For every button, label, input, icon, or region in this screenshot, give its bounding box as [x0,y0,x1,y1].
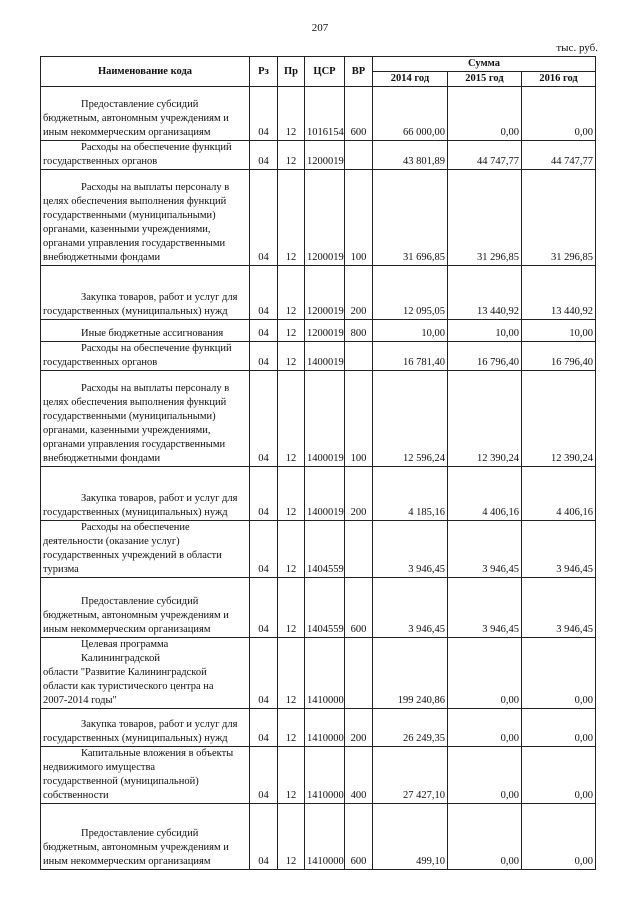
row-vr: 200 [345,709,373,747]
row-pr: 12 [278,170,305,266]
row-amount-2016: 10,00 [522,320,596,342]
row-rz: 04 [250,87,278,141]
row-vr [345,521,373,578]
row-name-line: Расходы на обеспечение функций [81,142,232,153]
row-amount-2015: 44 747,77 [448,141,522,170]
row-name-line: государственных учреждений в области [43,550,222,561]
row-name-line: государственными (муниципальными) [43,210,216,221]
row-amount-2015: 16 796,40 [448,342,522,371]
row-name [41,747,250,804]
row-pr: 12 [278,709,305,747]
row-name-line: собственности [43,790,109,801]
row-vr: 200 [345,266,373,320]
row-name-line: области как туристического центра на [43,681,214,692]
row-amount-2016: 4 406,16 [522,467,596,521]
row-amount-2015: 31 296,85 [448,170,522,266]
row-vr: 100 [345,371,373,467]
row-amount-2015: 12 390,24 [448,371,522,467]
row-amount-2014: 66 000,00 [373,87,448,141]
row-amount-2014: 26 249,35 [373,709,448,747]
row-vr [345,342,373,371]
row-pr: 12 [278,320,305,342]
header-2016: 2016 год [522,72,596,87]
row-amount-2015: 13 440,92 [448,266,522,320]
row-amount-2016: 0,00 [522,87,596,141]
row-name-line: внебюджетными фондами [43,252,161,263]
row-amount-2016: 12 390,24 [522,371,596,467]
row-rz: 04 [250,638,278,709]
row-amount-2014: 31 696,85 [373,170,448,266]
row-amount-2016: 44 747,77 [522,141,596,170]
row-name-line: туризма [43,564,79,575]
row-vr: 100 [345,170,373,266]
row-name-line: иным некоммерческим организациям [43,624,211,635]
row-csr: 1400019 [305,342,345,371]
row-amount-2015: 0,00 [448,804,522,870]
row-rz: 04 [250,709,278,747]
row-csr: 1016154 [305,87,345,141]
row-name-line: Капитальные вложения в объекты [81,748,234,759]
row-pr: 12 [278,342,305,371]
row-rz: 04 [250,342,278,371]
table-row [41,467,596,521]
table-row [41,87,596,141]
header-2014: 2014 год [373,72,448,87]
row-vr: 400 [345,747,373,804]
row-name [41,170,250,266]
page-number: 207 [311,22,329,34]
row-csr: 1400019 [305,371,345,467]
row-pr: 12 [278,804,305,870]
row-rz: 04 [250,747,278,804]
table-row [41,141,596,170]
row-name-line: недвижимого имущества [43,762,155,773]
table-row [41,578,596,638]
row-pr: 12 [278,87,305,141]
row-csr: 1410000 [305,638,345,709]
row-rz: 04 [250,371,278,467]
row-name [41,320,250,342]
header-rz: Рз [250,57,278,87]
row-name-line: бюджетным, автономным учреждениям и [43,842,229,853]
row-vr: 600 [345,87,373,141]
header-2015: 2015 год [448,72,522,87]
row-name [41,578,250,638]
row-name-line: деятельности (оказание услуг) [43,536,180,547]
row-csr: 1200019 [305,141,345,170]
row-name-line: органами, казенными учреждениями, [43,224,211,235]
row-vr: 600 [345,578,373,638]
row-rz: 04 [250,141,278,170]
table-row [41,170,596,266]
row-name [41,467,250,521]
row-rz: 04 [250,578,278,638]
row-rz: 04 [250,170,278,266]
row-name-line: государственными (муниципальными) [43,411,216,422]
row-name [41,709,250,747]
row-name-line: органами, казенными учреждениями, [43,425,211,436]
row-pr: 12 [278,266,305,320]
row-amount-2016: 13 440,92 [522,266,596,320]
row-csr: 1200019 [305,266,345,320]
row-name-line: бюджетным, автономным учреждениям и [43,113,229,124]
row-csr: 1200019 [305,320,345,342]
row-amount-2015: 4 406,16 [448,467,522,521]
row-amount-2016: 31 296,85 [522,170,596,266]
row-amount-2016: 0,00 [522,638,596,709]
row-amount-2014: 3 946,45 [373,521,448,578]
row-name-line: Расходы на обеспечение функций [81,343,232,354]
row-vr: 600 [345,804,373,870]
row-name-line: государственных (муниципальных) нужд [43,306,228,317]
row-name-line: бюджетным, автономным учреждениям и [43,610,229,621]
row-amount-2016: 3 946,45 [522,521,596,578]
row-name-line: Закупка товаров, работ и услуг для [81,493,238,504]
row-name [41,87,250,141]
row-pr: 12 [278,141,305,170]
row-amount-2016: 16 796,40 [522,342,596,371]
row-amount-2014: 10,00 [373,320,448,342]
row-name-line: Предоставление субсидий [81,99,199,110]
row-name-line: государственной (муниципальной) [43,776,199,787]
row-amount-2014: 27 427,10 [373,747,448,804]
header-vr: ВР [345,57,373,87]
row-amount-2016: 3 946,45 [522,578,596,638]
row-name-line: Иные бюджетные ассигнования [81,328,224,339]
row-amount-2014: 3 946,45 [373,578,448,638]
row-vr [345,638,373,709]
row-pr: 12 [278,578,305,638]
row-amount-2014: 43 801,89 [373,141,448,170]
table-row [41,638,596,709]
row-name-line: государственных (муниципальных) нужд [43,507,228,518]
row-name-line: государственных органов [43,357,158,368]
row-name-line: Расходы на выплаты персоналу в [81,182,230,193]
row-pr: 12 [278,747,305,804]
row-name-line: области "Развитие Калининградской [43,667,207,678]
row-csr: 1410000 [305,709,345,747]
row-amount-2015: 3 946,45 [448,578,522,638]
header-sum: Сумма [373,57,596,72]
row-name-line: Предоставление субсидий [81,828,199,839]
row-name [41,266,250,320]
row-amount-2014: 16 781,40 [373,342,448,371]
row-vr: 200 [345,467,373,521]
row-amount-2016: 0,00 [522,747,596,804]
row-name [41,342,250,371]
table-row [41,342,596,371]
row-pr: 12 [278,371,305,467]
row-name-line: целях обеспечения выполнения функций [43,397,227,408]
row-amount-2015: 0,00 [448,709,522,747]
header-pr: Пр [278,57,305,87]
row-name-line: Закупка товаров, работ и услуг для [81,292,238,303]
row-name-line: внебюджетными фондами [43,453,161,464]
row-name-line: Расходы на обеспечение [81,522,190,533]
row-name [41,804,250,870]
row-vr: 800 [345,320,373,342]
row-name-line: иным некоммерческим организациям [43,127,211,138]
header-name: Наименование кода [41,57,250,87]
row-amount-2014: 199 240,86 [373,638,448,709]
row-name [41,638,250,709]
row-csr: 1404559 [305,521,345,578]
row-pr: 12 [278,467,305,521]
row-amount-2014: 499,10 [373,804,448,870]
row-name [41,371,250,467]
row-amount-2016: 0,00 [522,709,596,747]
row-amount-2016: 0,00 [522,804,596,870]
row-rz: 04 [250,467,278,521]
row-rz: 04 [250,320,278,342]
table-row [41,320,596,342]
row-name-line: органами управления государственными [43,439,226,450]
row-name-line: Закупка товаров, работ и услуг для [81,719,238,730]
table-row [41,804,596,870]
row-csr: 1404559 [305,578,345,638]
row-amount-2015: 0,00 [448,87,522,141]
row-name-line: Предоставление субсидий [81,596,199,607]
row-amount-2014: 12 596,24 [373,371,448,467]
table-row [41,747,596,804]
row-name [41,141,250,170]
row-csr: 1200019 [305,170,345,266]
table-row [41,371,596,467]
row-rz: 04 [250,521,278,578]
row-csr: 1410000 [305,747,345,804]
row-amount-2014: 12 095,05 [373,266,448,320]
row-name-line: иным некоммерческим организациям [43,856,211,867]
header-csr: ЦСР [305,57,345,87]
row-name-line: Расходы на выплаты персоналу в [81,383,230,394]
row-name-line: государственных органов [43,156,158,167]
row-rz: 04 [250,804,278,870]
table-body [41,87,596,870]
row-rz: 04 [250,266,278,320]
row-vr [345,141,373,170]
row-name-line: целях обеспечения выполнения функций [43,196,227,207]
row-amount-2014: 4 185,16 [373,467,448,521]
row-pr: 12 [278,521,305,578]
row-name-line: Целевая программа Калининградской [81,639,169,664]
row-name-line: государственных (муниципальных) нужд [43,733,228,744]
row-amount-2015: 10,00 [448,320,522,342]
row-pr: 12 [278,638,305,709]
row-csr: 1400019 [305,467,345,521]
budget-table [40,56,596,870]
table-row [41,266,596,320]
row-amount-2015: 0,00 [448,747,522,804]
row-name-line: органами управления государственными [43,238,226,249]
table-row [41,709,596,747]
row-name-line: 2007-2014 годы" [43,695,117,706]
row-amount-2015: 3 946,45 [448,521,522,578]
units-label: тыс. руб. [556,42,598,54]
row-csr: 1410000 [305,804,345,870]
table-row [41,521,596,578]
row-amount-2015: 0,00 [448,638,522,709]
row-name [41,521,250,578]
